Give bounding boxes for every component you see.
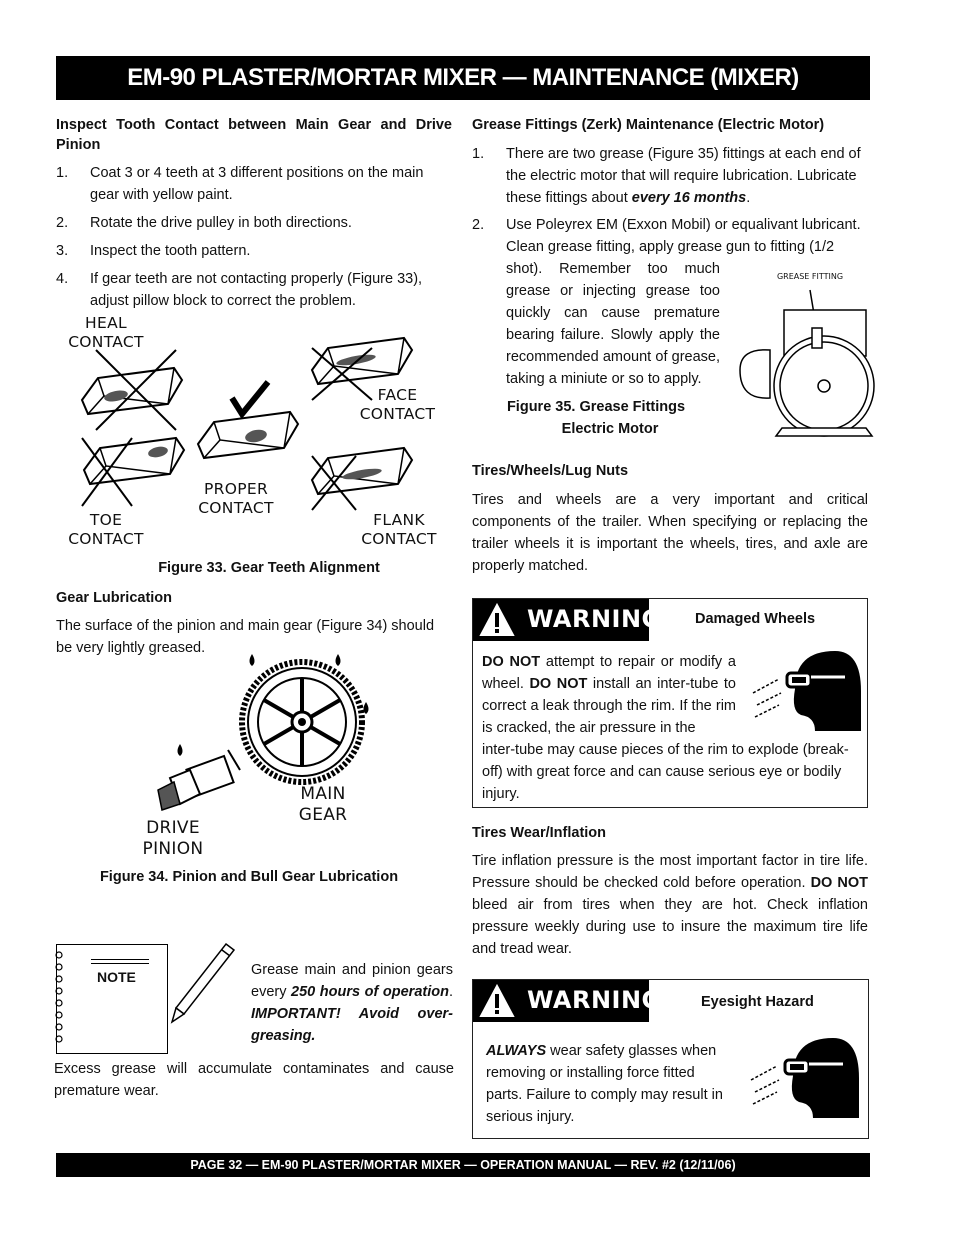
tires-text: Tires and wheels are a very important and critical components of the trailer. When specifying or replacing the trailer wheels it is important the wheels, tires, and axle are properly matched. bbox=[472, 492, 868, 574]
proper-tooth-icon bbox=[198, 382, 298, 458]
warning-word: WARNING bbox=[527, 986, 662, 1014]
warning-text-part: wear safety glasses when removing or installing force fitted parts. Failure to comply may result in serious injury. bbox=[486, 1043, 723, 1125]
grease-step-2 bbox=[472, 214, 868, 258]
figure-33-caption: Figure 33. Gear Teeth Alignment bbox=[158, 560, 380, 576]
step-text: There are two grease (Figure 35) fittings at each end of the electric motor that will require lubrication. Lubricate these fittings about bbox=[506, 146, 861, 206]
electric-motor-icon bbox=[736, 290, 870, 442]
warning-text bbox=[482, 651, 736, 739]
step-text: Use Poleyrex EM (Exxon Mobil) or equalivant lubricant. Clean grease fitting, apply grease gun to fitting (1/2 bbox=[506, 217, 861, 255]
drive-pinion-label: DRIVE PINION bbox=[142, 818, 204, 859]
gear-teeth-diagram bbox=[56, 320, 456, 560]
toe-tooth-icon bbox=[82, 438, 184, 506]
warning-triangle-icon bbox=[479, 984, 515, 1018]
inspect-step bbox=[56, 268, 452, 312]
warning-text bbox=[486, 1040, 732, 1128]
grease-fittings-heading: Grease Fittings (Zerk) Maintenance (Electric Motor) bbox=[472, 117, 825, 133]
note-text bbox=[251, 959, 453, 1047]
step-text: Coat 3 or 4 teeth at 3 different positions on the main gear with yellow paint. bbox=[90, 165, 424, 203]
figure-34-caption: Figure 34. Pinion and Bull Gear Lubrication bbox=[99, 869, 399, 885]
toe-contact-label: TOE CONTACT bbox=[68, 511, 144, 548]
main-gear-label: MAIN GEAR bbox=[298, 784, 348, 825]
inspect-step bbox=[56, 212, 452, 234]
warning-emphasis: DO NOT bbox=[529, 676, 588, 692]
gear-lubrication-text: The surface of the pinion and main gear (Figure 34) should be very lightly greased. bbox=[56, 618, 435, 656]
warning-text-part: attempt to repair or modify a wheel. bbox=[482, 654, 736, 692]
step-text: Rotate the drive pulley in both directions. bbox=[90, 215, 352, 231]
warning-header bbox=[473, 980, 662, 1022]
proper-contact-label: PROPER CONTACT bbox=[198, 480, 274, 517]
heal-tooth-icon bbox=[82, 350, 182, 430]
step-text: Inspect the tooth pattern. bbox=[90, 243, 251, 259]
step-number: 4. bbox=[56, 271, 69, 287]
face-contact-label: FACE CONTACT bbox=[359, 386, 436, 423]
notebook-rings-icon bbox=[51, 951, 67, 1051]
warning-triangle-icon bbox=[479, 603, 515, 637]
note-hours-emphasis: 250 hours of operation bbox=[291, 984, 449, 1000]
warning-title: Eyesight Hazard bbox=[701, 994, 814, 1010]
step-text: . bbox=[746, 190, 751, 206]
warning-emphasis: DO NOT bbox=[482, 654, 541, 670]
tire-wear-text-part: Tire inflation pressure is the most important factor in tire life. Pressure should be checked cold before operation. bbox=[472, 853, 868, 891]
grease-step-2-continued: shot). Remember too much grease or injecting grease too quickly can cause premature bearing failure. Slowly apply the recommended amount of grease, taking a miniute or so to apply. bbox=[506, 261, 720, 387]
step-number: 1. bbox=[472, 146, 485, 162]
inspect-step bbox=[56, 240, 452, 262]
grease-fitting-label: GREASE FITTING bbox=[776, 272, 844, 281]
flank-tooth-icon bbox=[312, 448, 412, 510]
step-number: 2. bbox=[56, 215, 69, 231]
warning-word: WARNING bbox=[527, 605, 662, 633]
warning-header bbox=[473, 599, 662, 641]
eye-protection-icon bbox=[747, 1036, 859, 1120]
page-footer: PAGE 32 — EM-90 PLASTER/MORTAR MIXER — OPERATION MANUAL — REV. #2 (12/11/06) bbox=[56, 1153, 870, 1177]
step-number: 3. bbox=[56, 243, 69, 259]
tire-wear-heading: Tires Wear/Inflation bbox=[472, 825, 607, 841]
warning-title: Damaged Wheels bbox=[695, 611, 816, 627]
warning-emphasis: ALWAYS bbox=[486, 1043, 547, 1059]
warning-text-continued: inter-tube may cause pieces of the rim to explode (break-off) with great force and can cause serious eye or bodily injury. bbox=[482, 742, 849, 802]
inspect-steps bbox=[56, 162, 452, 318]
eye-protection-icon bbox=[749, 649, 861, 733]
step-emphasis: every 16 months bbox=[631, 190, 747, 206]
heal-contact-label: HEAL CONTACT bbox=[68, 314, 144, 351]
flank-contact-label: FLANK CONTACT bbox=[361, 511, 437, 548]
pencil-icon bbox=[168, 940, 238, 1028]
figure-35-caption-line1: Figure 35. Grease Fittings bbox=[506, 399, 686, 415]
face-tooth-icon bbox=[312, 338, 412, 400]
damaged-wheels-warning bbox=[472, 598, 868, 808]
step-number: 1. bbox=[56, 165, 69, 181]
main-gear-icon bbox=[242, 662, 362, 782]
tires-heading: Tires/Wheels/Lug Nuts bbox=[472, 463, 629, 479]
page-title: EM-90 PLASTER/MORTAR MIXER — MAINTENANCE (MIXER) bbox=[56, 56, 870, 100]
grease-step-1 bbox=[472, 143, 868, 209]
eyesight-hazard-warning bbox=[472, 979, 869, 1139]
tire-wear-text bbox=[472, 850, 868, 960]
note-notebook-icon bbox=[56, 944, 168, 1054]
gear-lubrication-heading: Gear Lubrication bbox=[56, 590, 173, 606]
inspect-heading: Inspect Tooth Contact between Main Gear and Drive Pinion bbox=[56, 117, 452, 153]
tire-wear-text-part: bleed air from tires when they are hot. Check inflation pressure weekly during use to insure the maximum tire life and tread wear. bbox=[472, 897, 868, 957]
note-important-emphasis: IMPORTANT! Avoid over-greasing. bbox=[251, 1006, 453, 1044]
tire-wear-emphasis: DO NOT bbox=[810, 875, 869, 891]
figure-35-caption-line2: Electric Motor bbox=[561, 421, 659, 437]
note-label: NOTE bbox=[97, 969, 136, 985]
note-text-part: . bbox=[448, 984, 453, 1000]
step-number: 2. bbox=[472, 217, 485, 233]
step-text: If gear teeth are not contacting properly (Figure 33), adjust pillow block to correct the problem. bbox=[90, 271, 423, 309]
warning-text-part: install an inter-tube to correct a leak through the rim. If the rim is cracked, the air pressure in the bbox=[482, 676, 736, 736]
excess-grease-text: Excess grease will accumulate contaminates and cause premature wear. bbox=[54, 1061, 454, 1099]
drive-pinion-icon bbox=[158, 750, 240, 810]
inspect-step bbox=[56, 162, 452, 206]
note-text-part: Grease main and pinion gears every bbox=[251, 962, 453, 1000]
